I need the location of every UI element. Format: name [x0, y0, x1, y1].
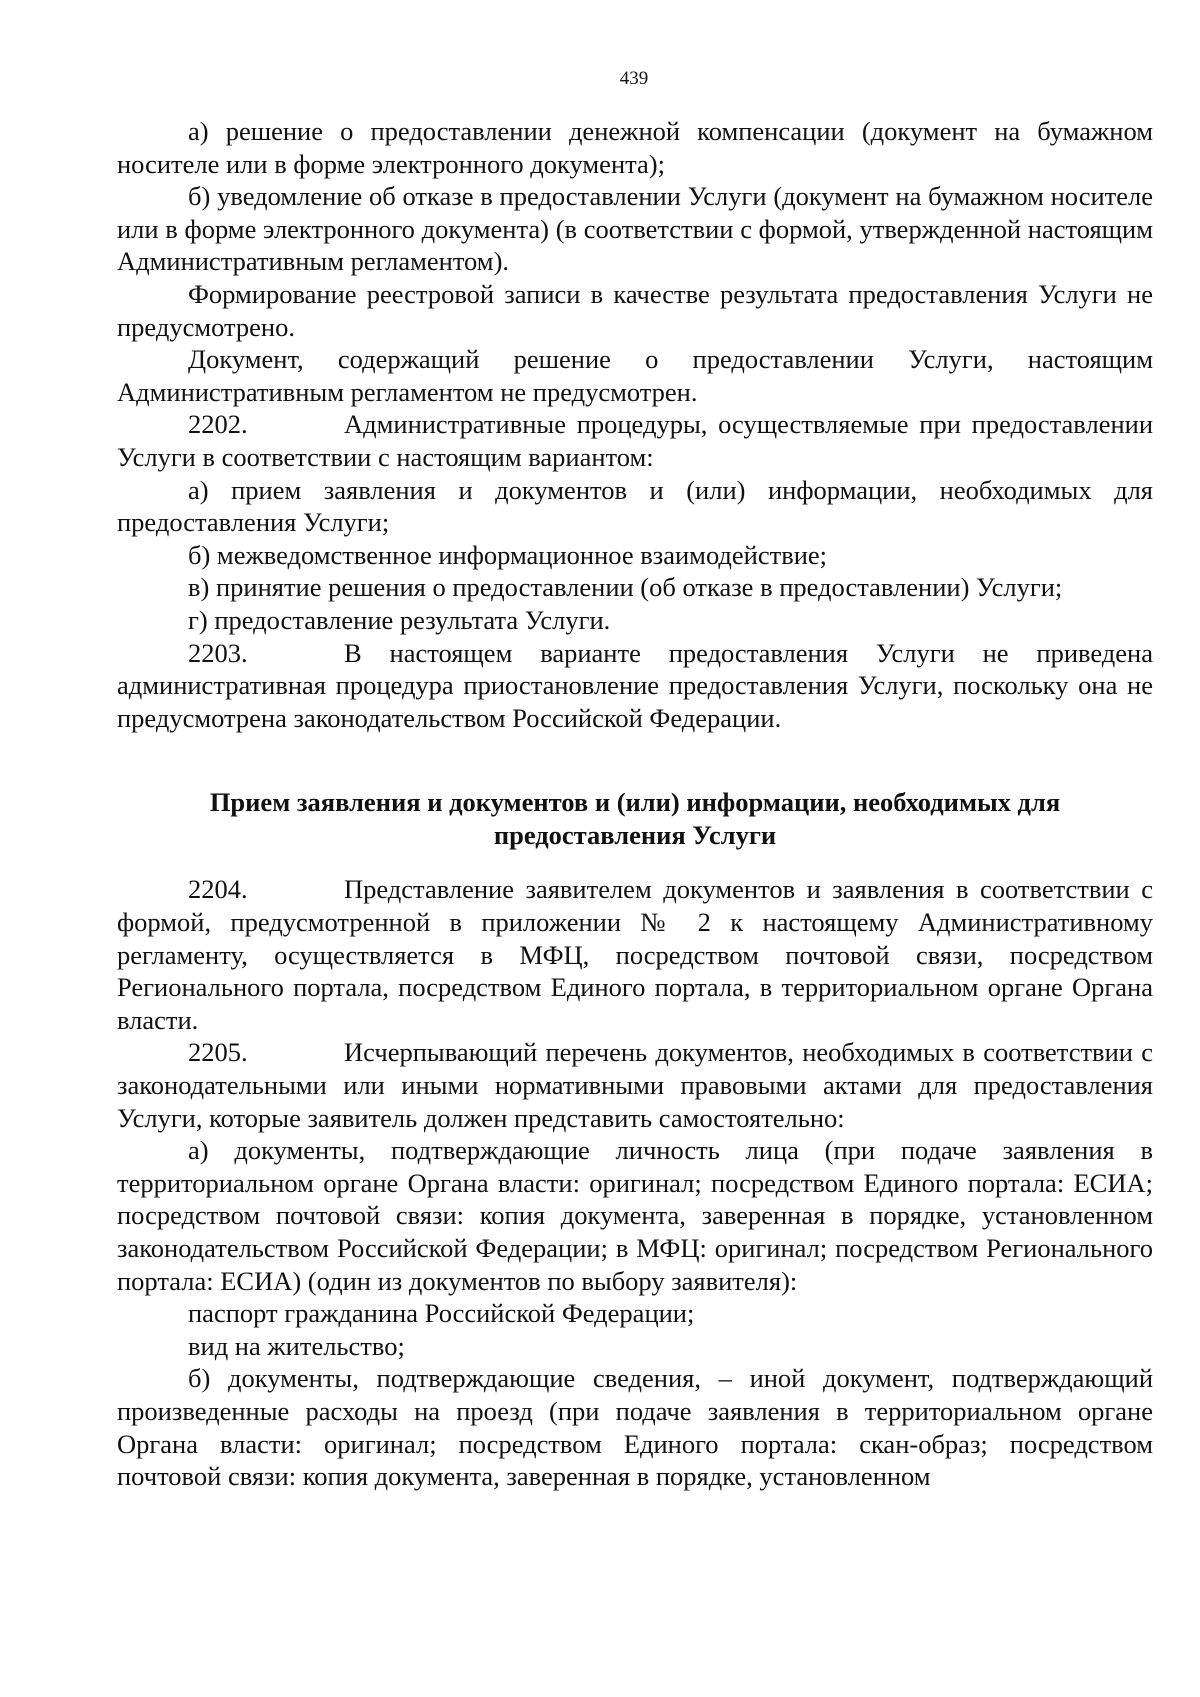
paragraph-decision-document: Документ, содержащий решение о предоставлении Услуги, настоящим Административным регламентом не предусмотрен. [117, 344, 1153, 407]
clause-text: Представление заявителем документов и заявления в соответствии с формой, предусмотренной в приложении № 2 к настоящему Административному регламенту, осуществляется в МФЦ, посредством почтовой связи, посредством Регионального портала, посредством Единого портала, в территориальном органе Органа власти. [117, 874, 1153, 1035]
clause-number: 2202. [188, 409, 248, 440]
list-item: а) прием заявления и документов и (или) информации, необходимых для предоставления Услуги; [117, 474, 1153, 538]
clause-2202 [117, 408, 1153, 473]
section-heading: Прием заявления и документов и (или) информации, необходимых для предоставления Услуги [209, 787, 1061, 850]
clause-2204 [117, 873, 1153, 1036]
paragraph-decision: а) решение о предоставлении денежной компенсации (документ на бумажном носителе или в форме электронного документа); [117, 116, 1153, 179]
clause-number: 2204. [188, 874, 248, 905]
clause-2205 [117, 1036, 1153, 1134]
list-item: б) документы, подтверждающие сведения, – иной документ, подтверждающий произведенные расходы на проезд (при подаче заявления в территориальном органе Органа власти: оригинал; посредством Единого портала: скан-образ; посредством почтовой связи: копия документа, заверенная в порядке, установленном [117, 1363, 1153, 1492]
paragraph-registry-record: Формирование реестровой записи в качестве результата предоставления Услуги не предусмотрено. [117, 278, 1153, 342]
list-item: г) предоставление результата Услуги. [188, 604, 611, 635]
list-item: вид на жительство; [188, 1330, 405, 1361]
list-item: в) принятие решения о предоставлении (об отказе в предоставлении) Услуги; [188, 572, 1063, 603]
clause-number: 2205. [188, 1037, 248, 1068]
page-number: 439 [619, 68, 649, 89]
clause-number: 2203. [188, 637, 248, 668]
paragraph-refusal-notice: б) уведомление об отказе в предоставлении Услуги (документ на бумажном носителе или в форме электронного документа) (в соответствии с формой, утвержденной настоящим Административным регламентом). [117, 181, 1153, 277]
clause-2203 [117, 637, 1153, 735]
clause-text: В настоящем варианте предоставления Услуги не приведена административная процедура приостановление предоставления Услуги, поскольку она не предусмотрена законодательством Российской Федерации. [117, 637, 1153, 733]
clause-text: Административные процедуры, осуществляемые при предоставлении Услуги в соответствии с настоящим вариантом: [117, 409, 1153, 472]
list-item: а) документы, подтверждающие личность лица (при подаче заявления в территориальном органе Органа власти: оригинал; посредством Единого портала: ЕСИА; посредством почтовой связи: копия документа, заверенная в порядке, установленном законодательством Российской Федерации; в МФЦ: оригинал; посредством Регионального портала: ЕСИА) (один из документов по выбору заявителя): [117, 1135, 1153, 1296]
document-page [117, 68, 1153, 1493]
clause-text: Исчерпывающий перечень документов, необходимых в соответствии с законодательными или иными нормативными правовыми актами для предоставления Услуги, которые заявитель должен представить самостоятельно: [117, 1037, 1153, 1133]
list-item: паспорт гражданина Российской Федерации; [188, 1298, 695, 1329]
list-item: б) межведомственное информационное взаимодействие; [188, 539, 828, 570]
